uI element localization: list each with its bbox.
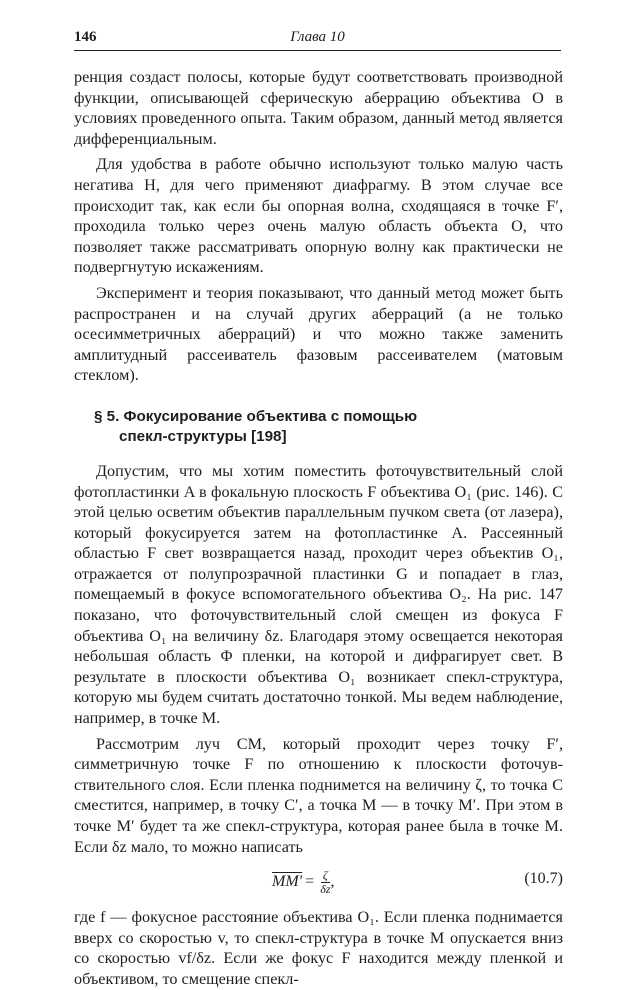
- paragraph: Рассмотрим луч CM, который проходит через точку F′, симметричную точке F по отношению к плоскости фоточувствительного слоя. Если пленка поднимется на величину ζ, то точка C сместится, например, в точку C′, а точка M — в точку M′. При этом в точке M′ будет та же спекл-структура, которая ранее была в точке M. Если δz мало, то можно написать: [74, 734, 563, 856]
- page-header: [74, 26, 561, 51]
- equation-equals: =: [305, 873, 315, 891]
- equation-expression: [272, 869, 334, 896]
- equation-comma: ,: [330, 873, 335, 891]
- paragraph: Допустим, что мы хотим поместить фоточувствительный слой фотопластинки A в фокальную плоскость F объектива O₁ (рис. 146). С этой целью осветим объектив параллельным пучком света (от лазера), который фокусируется затем на фотопластинке A. Рассеянный областью F свет возвращается назад, проходит через объектив O₁, отражается от полупрозрачной пластинки G и попадает в глаз, помещаемый в фокусе вспомогательного объектива O₂. На рис. 147 показано, что фоточувствительный слой смещен из фокуса F объектива O₁ на величину δz. Благодаря этому освещается некоторая небольшая область Φ пленки, на которой и дифрагирует свет. В результате в плоскости объектива O₁ возникает спекл-структура, которую мы будем считать достаточно тонкой. Мы ведем наблюдение, например, в точке M.: [74, 461, 563, 728]
- equation-denominator: δz: [320, 882, 331, 897]
- equation-number: (10.7): [524, 870, 563, 888]
- paragraph-continuation: ренция создаст полосы, которые будут соответствовать производной функции, описывающей сферическую аберрацию объектива O в условиях проведенного опыта. Таким образом, данный метод является дифференциальным.: [74, 68, 563, 148]
- equation-numerator: ζ: [322, 868, 328, 883]
- page-body: [74, 67, 563, 990]
- paragraph: где f — фокусное расстояние объектива O₁. Если пленка поднимается вверх со скоростью v, то спекл-структура в точке M опускается вниз со скоростью vf/δz. Если же фокус F находится между пленкой и объективом, то смещение спекл-: [74, 908, 563, 988]
- paragraph: Для удобства в работе обычно используют только малую часть негатива H, для чего применяют диафрагму. В этом случае все происходит так, как если бы опорная волна, сходящаяся в точке F′, проходила только через очень малую область объекта O, что позволяет также рассматривать опорную волну как практически не подвергнутую искажениям.: [74, 155, 563, 277]
- page-number: 146: [74, 29, 97, 45]
- paragraph: Эксперимент и теория показывают, что данный метод может быть распространен и на случай других аберраций (а не только осесимметричных аберраций) и что можно также заменить амплитудный рассеиватель фазовым рассеивателем (матовым стеклом).: [74, 283, 563, 385]
- running-head: Глава 10: [290, 29, 345, 45]
- equation-10-7: [74, 863, 563, 903]
- equation-fraction: [320, 869, 330, 896]
- section-heading: [94, 407, 563, 447]
- equation-lhs: MM′: [272, 873, 303, 891]
- section-title-line-2: спекл-структуры [198]: [119, 427, 287, 445]
- section-title-line-1: § 5. Фокусирование объектива с помощью: [94, 407, 418, 425]
